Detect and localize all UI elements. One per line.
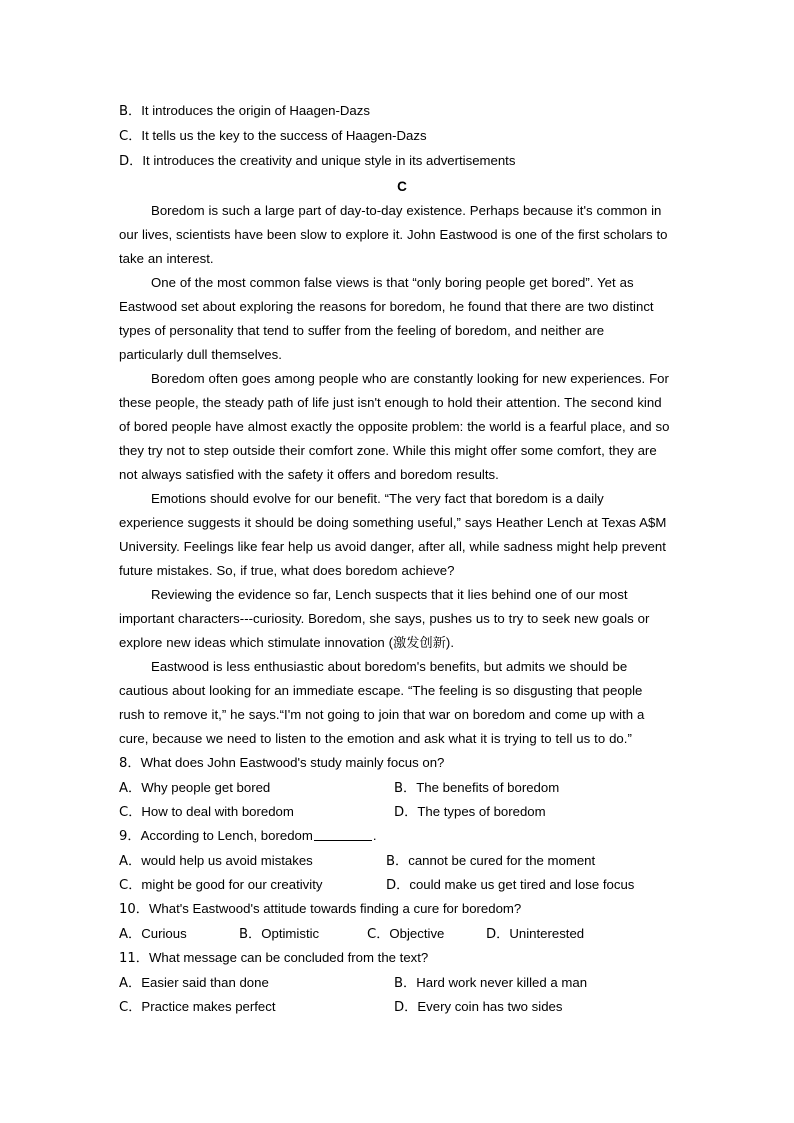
option-text: could make us get tired and lose focus xyxy=(409,877,635,892)
option-letter: D． xyxy=(394,1000,418,1015)
option-text: It tells us the key to the success of Haagen-Dazs xyxy=(141,128,427,143)
option-text: would help us avoid mistakes xyxy=(141,853,313,868)
option-text: How to deal with boredom xyxy=(141,804,294,819)
option-text: It introduces the creativity and unique style in its advertisements xyxy=(142,153,516,168)
passage-paragraph-6: Eastwood is less enthusiastic about boredom's benefits, but admits we should be cautious about looking for an immediate escape. “The feeling is so disgusting that people rush to remove it,” he says.“I'm not going to join that war on boredom and come up with a cure, because we need to listen to the emotion and ask what it is trying to tell us to do.” xyxy=(119,659,645,746)
option-letter: D． xyxy=(119,154,143,169)
option-text: Uninterested xyxy=(509,926,585,941)
option-letter: D． xyxy=(386,878,410,893)
question-text: What's Eastwood's attitude towards finding a cure for boredom? xyxy=(148,901,522,916)
question-10-options-row xyxy=(119,922,670,946)
question-9-options-row-2 xyxy=(119,873,670,897)
option-text: Optimistic xyxy=(261,926,320,941)
option-text: Curious xyxy=(141,926,187,941)
question-11-option-b[interactable] xyxy=(394,971,587,996)
question-number: 9． xyxy=(119,829,141,844)
option-text: It introduces the origin of Haagen-Dazs xyxy=(141,103,370,118)
option-text: The types of boredom xyxy=(417,804,546,819)
option-letter: A． xyxy=(119,927,142,942)
question-9-option-b[interactable] xyxy=(386,849,595,874)
question-10-option-d[interactable] xyxy=(486,922,584,947)
option-letter: D． xyxy=(394,805,418,820)
question-11-stem xyxy=(119,946,670,971)
option-letter: A． xyxy=(119,976,142,991)
question-number: 11． xyxy=(119,951,149,966)
question-8-option-b[interactable] xyxy=(394,776,559,801)
passage-paragraph-2: One of the most common false views is that “only boring people get bored”. Yet as Eastwood set about exploring the reasons for boredom, he found that there are two distinct types of personality that tend to suffer from the feeling of boredom, and neither are particularly dull themselves. xyxy=(119,275,654,362)
option-letter: C． xyxy=(119,129,142,144)
question-11-option-a[interactable] xyxy=(119,971,269,996)
question-8-options-row-2 xyxy=(119,800,670,824)
option-letter: B． xyxy=(394,976,417,991)
question-9-option-d[interactable] xyxy=(386,873,634,898)
question-8-option-c[interactable] xyxy=(119,800,294,825)
option-text: Every coin has two sides xyxy=(417,999,563,1014)
page-content xyxy=(119,99,670,1019)
option-letter: A． xyxy=(119,854,142,869)
question-10-option-c[interactable] xyxy=(367,922,444,947)
question-9-option-a[interactable] xyxy=(119,849,313,874)
question-10-option-b[interactable] xyxy=(239,922,319,947)
option-letter: A． xyxy=(119,781,142,796)
option-text: Hard work never killed a man xyxy=(416,975,588,990)
option-text: cannot be cured for the moment xyxy=(408,853,596,868)
option-text: Easier said than done xyxy=(141,975,269,990)
question-11-option-c[interactable] xyxy=(119,995,276,1020)
passage-paragraph-4: Emotions should evolve for our benefit. “The very fact that boredom is a daily experience suggests it should be doing something useful,” says Heather Lench at Texas A$M University. Feelings like fear help us avoid danger, after all, while sadness might help prevent future mistakes. So, if true, what does boredom achieve? xyxy=(119,491,667,578)
question-10-option-a[interactable] xyxy=(119,922,187,947)
passage-paragraph-5: Reviewing the evidence so far, Lench suspects that it lies behind one of our most important characters---curiosity. Boredom, she says, pushes us to try to seek new goals or explore new ideas which stimulate innovation (激发创新). xyxy=(119,587,650,650)
option-letter: D． xyxy=(486,927,510,942)
option-letter: C． xyxy=(367,927,390,942)
question-8-option-a[interactable] xyxy=(119,776,270,801)
option-letter: C． xyxy=(119,878,142,893)
question-text: According to Lench, boredom xyxy=(140,828,313,843)
section-marker: C xyxy=(397,179,407,194)
question-number: 10． xyxy=(119,902,149,917)
option-text: Why people get bored xyxy=(141,780,271,795)
previous-question-option-b xyxy=(119,99,670,124)
question-text: What message can be concluded from the text? xyxy=(148,950,429,965)
option-letter: B． xyxy=(386,854,409,869)
question-9-options-row-1 xyxy=(119,849,670,873)
question-text: What does John Eastwood's study mainly focus on? xyxy=(140,755,445,770)
question-text-tail: . xyxy=(372,828,377,843)
question-10-stem xyxy=(119,897,670,922)
previous-question-option-c xyxy=(119,124,670,149)
answer-blank[interactable] xyxy=(314,829,372,841)
option-letter: B． xyxy=(119,104,142,119)
question-8-options-row-1 xyxy=(119,776,670,800)
question-9-option-c[interactable] xyxy=(119,873,322,898)
passage-paragraph-3: Boredom often goes among people who are constantly looking for new experiences. For these people, the steady path of life just isn't enough to hold their attention. The second kind of bored people have almost exactly the opposite problem: the world is a fearful place, and so they try not to step outside their comfort zone. While this might offer some comfort, they are not always satisfied with the safety it offers and boredom results. xyxy=(119,371,670,482)
option-text: The benefits of boredom xyxy=(416,780,560,795)
previous-question-option-d xyxy=(119,149,670,174)
option-letter: B． xyxy=(239,927,262,942)
question-11-options-row-1 xyxy=(119,971,670,995)
option-letter: C． xyxy=(119,1000,142,1015)
question-11-options-row-2 xyxy=(119,995,670,1019)
option-text: Objective xyxy=(389,926,445,941)
question-8-stem xyxy=(119,751,670,776)
question-8-option-d[interactable] xyxy=(394,800,546,825)
option-text: Practice makes perfect xyxy=(141,999,276,1014)
option-letter: B． xyxy=(394,781,417,796)
option-letter: C． xyxy=(119,805,142,820)
passage-paragraph-1: Boredom is such a large part of day-to-day existence. Perhaps because it's common in our lives, scientists have been slow to explore it. John Eastwood is one of the first scholars to take an interest. xyxy=(119,203,668,266)
option-text: might be good for our creativity xyxy=(141,877,323,892)
question-11-option-d[interactable] xyxy=(394,995,562,1020)
question-9-stem xyxy=(119,824,670,849)
question-number: 8． xyxy=(119,756,141,771)
